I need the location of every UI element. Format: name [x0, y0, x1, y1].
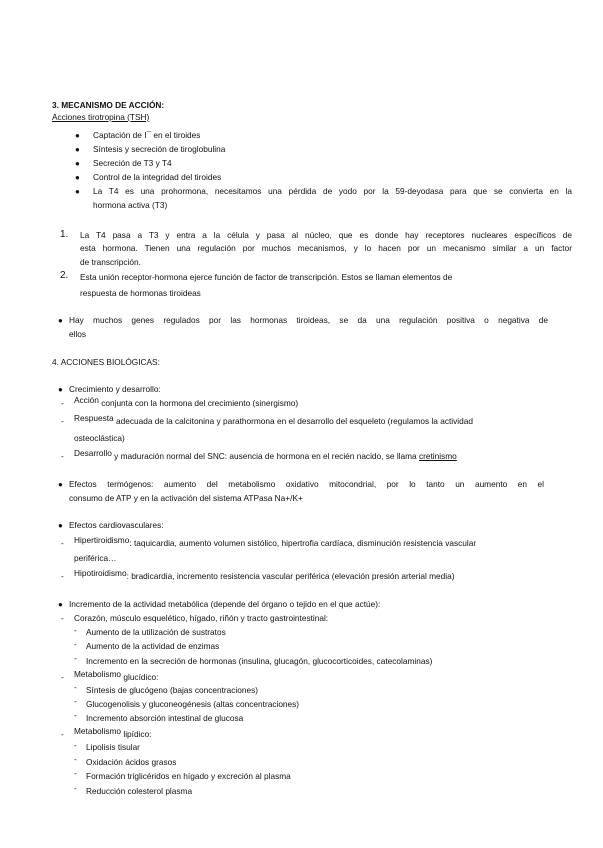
list-item: Desarrollo y maduración normal del SNC: ausencia de hormona en el recién nacido, se llama cretinismo — [74, 448, 457, 461]
list-item: Lipolisis tisular — [86, 742, 140, 752]
dash-icon: - — [74, 653, 77, 663]
subsection-title: Efectos cardiovasculares: — [69, 520, 164, 530]
list-item: Hipotiroidismo: bradicardia, incremento resistencia vascular periférica (elevación presión arterial media) — [74, 568, 455, 581]
list-item: Acción conjunta con la hormona del crecimiento (sinergismo) — [74, 395, 299, 408]
list-item: Control de la integridad del tiroides — [93, 172, 222, 182]
list-number: 2. — [60, 270, 69, 281]
dash-icon: - — [74, 682, 77, 692]
list-item-continuation: osteoclástica) — [74, 433, 125, 443]
group-label: Metabolismo lipídico: — [74, 726, 152, 739]
list-item: Respuesta adecuada de la calcitonina y parathormona en el desarrollo del esqueleto (regulamos la actividad — [74, 413, 473, 426]
list-item: Captación de I¯ en el tiroides — [93, 130, 201, 140]
list-item: Incremento absorción intestinal de glucosa — [86, 713, 244, 723]
dash-icon: - — [74, 740, 77, 750]
dash-icon: - — [61, 571, 64, 581]
dash-icon: - — [74, 625, 77, 635]
list-item: La T4 es una prohormona, necesitamos una pérdida de yodo por la 59-deyodasa para que se convierta en la — [93, 186, 572, 196]
bullet-icon: ● — [58, 600, 63, 609]
section-3-subheading: Acciones tirotropina (TSH) — [52, 112, 150, 122]
list-item: Formación triglicéridos en hígado y excreción al plasma — [86, 771, 291, 781]
numbered-item-line: esta hormona. Tienen una regulación por muchos mecanismos, y lo hacen por un mecanismo similar a un factor — [80, 243, 572, 253]
list-item-continuation: periférica… — [74, 553, 117, 563]
bullet-icon: ● — [75, 145, 80, 154]
numbered-item-line: Esta unión receptor-hormona ejerce función de factor de transcripción. Estos se llaman elementos de — [80, 272, 453, 282]
subsection-title: Incremento de la actividad metabólica (depende del órgano o tejido en el que actúe): — [69, 599, 381, 609]
list-item: Síntesis y secreción de tiroglobulina — [93, 144, 226, 154]
list-item: Aumento de la actividad de enzimas — [86, 641, 220, 651]
dash-icon: - — [61, 451, 64, 461]
dash-icon: - — [61, 672, 64, 682]
section-4-heading: 4. ACCIONES BIOLÓGICAS: — [52, 357, 160, 367]
bullet-icon: ● — [75, 187, 80, 196]
bullet-icon: ● — [58, 316, 63, 325]
dash-icon: - — [74, 696, 77, 706]
list-item-continuation: ellos — [69, 329, 87, 339]
dash-icon: - — [61, 729, 64, 739]
list-item: Reducción colesterol plasma — [86, 786, 193, 796]
list-item: Incremento en la secreción de hormonas (insulina, glucagón, glucocorticoides, catecolaminas) — [86, 656, 433, 666]
list-item-continuation: hormona activa (T3) — [93, 200, 168, 210]
list-item: Glucogenolisis y gluconeogénesis (altas concentraciones) — [86, 699, 300, 709]
bullet-icon: ● — [58, 385, 63, 394]
list-item: Efectos termógenos: aumento del metabolismo oxidativo mitocondrial, por lo tanto un aumento en el — [69, 479, 544, 489]
cretinismo-term: cretinismo — [418, 451, 457, 461]
dash-icon: - — [61, 398, 64, 408]
group-label: Corazón, músculo esquelético, hígado, riñón y tracto gastrointestinal: — [74, 613, 329, 623]
list-item-continuation: consumo de ATP y en la activación del sistema ATPasa Na+/K+ — [69, 493, 303, 503]
dash-icon: - — [61, 538, 64, 548]
numbered-item-line: de transcripción. — [80, 257, 141, 267]
list-item: Aumento de la utilización de sustratos — [86, 627, 226, 637]
list-item: Síntesis de glucógeno (bajas concentraciones) — [86, 685, 259, 695]
dash-icon: - — [74, 783, 77, 793]
bullet-icon: ● — [58, 480, 63, 489]
numbered-item-line: La T4 pasa a T3 y entra a la célula y pasa al núcleo, que es donde hay receptores nucleares específicos de — [80, 230, 572, 240]
list-item: Hay muchos genes regulados por las hormonas tiroideas, se da una regulación positiva o negativa de — [69, 315, 548, 325]
bullet-icon: ● — [58, 521, 63, 530]
dash-icon: - — [74, 639, 77, 649]
dash-icon: - — [61, 613, 64, 623]
numbered-item-line: respuesta de hormonas tiroideas — [80, 288, 201, 298]
list-item: Oxidación ácidos grasos — [86, 757, 177, 767]
dash-icon: - — [61, 416, 64, 426]
dash-icon: - — [74, 710, 77, 720]
list-item: Secreción de T3 y T4 — [93, 158, 172, 168]
group-label: Metabolismo glucídico: — [74, 669, 159, 682]
bullet-icon: ● — [75, 159, 80, 168]
section-3-heading: 3. MECANISMO DE ACCIÓN: — [52, 100, 165, 110]
subsection-title: Crecimiento y desarrollo: — [69, 384, 161, 394]
dash-icon: - — [74, 768, 77, 778]
dash-icon: - — [74, 754, 77, 764]
bullet-icon: ● — [75, 131, 80, 140]
bullet-icon: ● — [75, 173, 80, 182]
list-number: 1. — [60, 229, 69, 240]
list-item: Hipertiroidismo: taquicardia, aumento volumen sistólico, hipertrofia cardíaca, disminución resistencia vascular — [74, 535, 477, 548]
